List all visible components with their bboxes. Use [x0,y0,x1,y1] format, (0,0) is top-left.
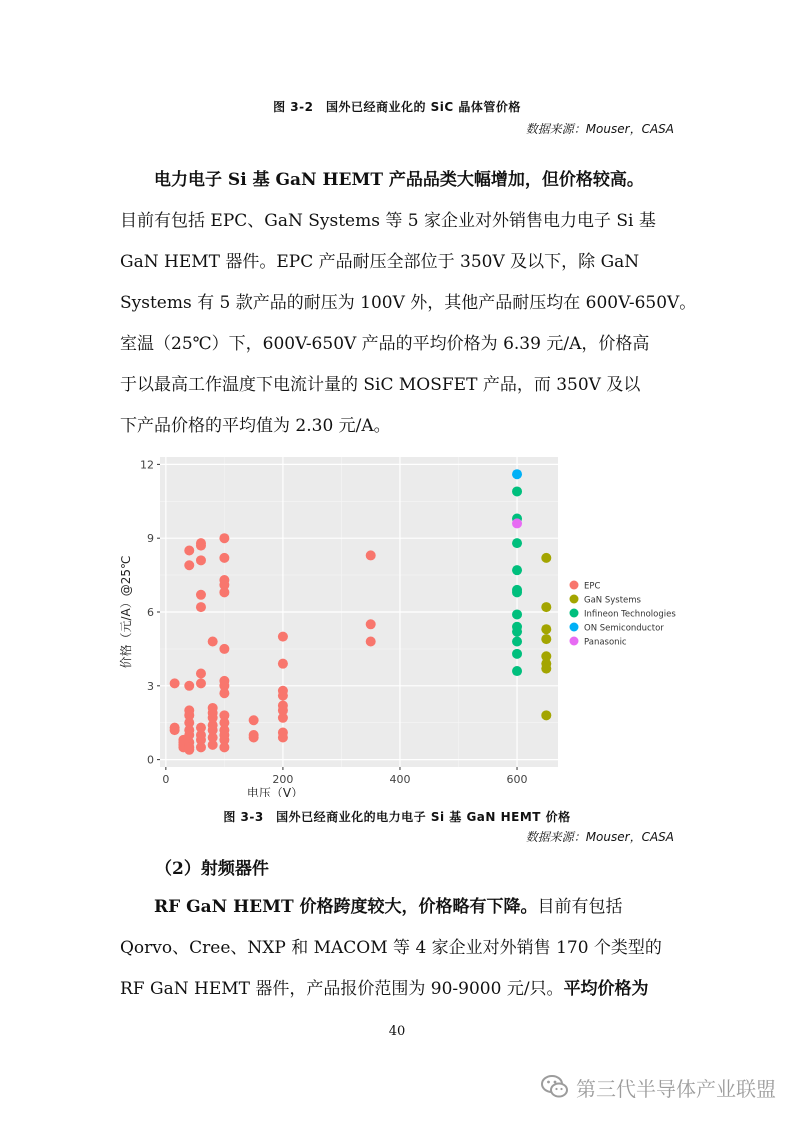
data-point-infineon-technologies [512,627,522,637]
data-point-infineon-technologies [512,649,522,659]
paragraph-line: 下产品价格的平均值为 2.30 元/A。 [120,416,391,436]
data-point-epc [278,632,288,642]
legend-key-panasonic [570,637,579,646]
gan-hemt-price-scatter-chart [118,452,678,797]
data-point-gan-systems [541,664,551,674]
data-point-epc [249,715,259,725]
legend-label-on-semiconductor: ON Semiconductor [584,623,664,634]
figure-3-3-caption: 图 3-3 国外已经商业化的电力电子 Si 基 GaN HEMT 价格 [223,810,571,824]
paragraph-line: GaN HEMT 器件。EPC 产品耐压全部位于 350V 及以下，除 GaN [120,252,640,272]
x-axis-label: 电压（V） [246,786,304,797]
x-tick-label: 0 [162,773,170,786]
data-point-epc [366,619,376,629]
data-point-gan-systems [541,710,551,720]
data-point-epc [278,691,288,701]
data-point-epc [170,678,180,688]
data-point-epc [184,545,194,555]
data-point-epc [196,590,206,600]
data-point-epc [366,637,376,647]
paragraph-line: 室温（25℃）下，600V-650V 产品的平均价格为 6.39 元/A，价格高 [120,334,650,354]
data-point-infineon-technologies [512,538,522,548]
data-point-epc [196,678,206,688]
figure-3-2-source: 数据来源：Mouser，CASA [525,122,674,136]
data-point-infineon-technologies [512,609,522,619]
data-point-epc [196,669,206,679]
data-point-infineon-technologies [512,587,522,597]
y-tick-label: 12 [140,458,154,472]
data-point-epc [184,560,194,570]
section-power-electronics [120,160,697,447]
data-point-gan-systems [541,553,551,563]
data-point-epc [249,732,259,742]
section-rf [120,887,676,1010]
data-point-infineon-technologies [512,486,522,496]
wechat-watermark [540,1072,776,1102]
page-number: 40 [388,1024,406,1039]
legend-label-panasonic: Panasonic [584,637,627,648]
legend-label-epc: EPC [584,581,601,592]
data-point-infineon-technologies [512,637,522,647]
paragraph-line: Systems 有 5 款产品的耐压为 100V 外，其他产品耐压均在 600V-650V。 [120,293,697,313]
data-point-epc [278,713,288,723]
wechat-icon [540,1072,570,1102]
data-point-epc [278,659,288,669]
data-point-gan-systems [541,624,551,634]
data-point-epc [184,681,194,691]
data-point-panasonic [512,518,522,528]
legend-label-gan-systems: GaN Systems [584,595,641,606]
legend-label-infineon-technologies: Infineon Technologies [584,609,676,620]
x-tick-label: 600 [506,773,528,786]
data-point-epc [219,587,229,597]
data-point-epc [366,550,376,560]
data-point-epc [196,742,206,752]
paragraph-line: Qorvo、Cree、NXP 和 MACOM 等 4 家企业对外销售 170 个类型的 [120,938,662,958]
paragraph-line: 目前有包括 EPC、GaN Systems 等 5 家企业对外销售电力电子 Si 基 [120,211,656,231]
data-point-epc [208,740,218,750]
data-point-epc [278,732,288,742]
data-point-epc [170,725,180,735]
y-tick-label: 6 [147,606,154,619]
data-point-epc [196,602,206,612]
x-tick-label: 400 [389,773,411,786]
data-point-epc [219,553,229,563]
figure-3-2-caption: 图 3-2 国外已经商业化的 SiC 晶体管价格 [273,100,521,114]
data-point-infineon-technologies [512,565,522,575]
data-point-epc [196,555,206,565]
data-point-epc [219,688,229,698]
y-tick-label: 3 [147,679,154,693]
data-point-epc [196,541,206,551]
data-point-epc [184,745,194,755]
paragraph-line: 于以最高工作温度下电流计量的 SiC MOSFET 产品，而 350V 及以 [120,375,641,395]
data-point-epc [208,637,218,647]
section-rf-heading: （2）射频器件 [155,859,269,879]
figure-3-3-source: 数据来源：Mouser，CASA [525,830,674,844]
paragraph-line: RF GaN HEMT 器件，产品报价范围为 90-9000 元/只。平均价格为 [120,979,649,999]
paragraph-line: RF GaN HEMT 价格跨度较大，价格略有下降。目前有包括 [154,897,623,917]
paragraph-lead: 电力电子 Si 基 GaN HEMT 产品品类大幅增加，但价格较高。 [154,170,644,190]
data-point-epc [219,742,229,752]
legend-key-gan-systems [570,595,579,604]
data-point-on-semiconductor [512,469,522,479]
watermark-text: 第三代半导体产业联盟 [576,1076,776,1101]
y-tick-label: 0 [147,753,154,767]
data-point-epc [219,644,229,654]
legend-key-epc [570,581,579,590]
legend-key-infineon-technologies [570,609,579,618]
data-point-gan-systems [541,602,551,612]
y-axis-label: 价格（元/A）@25℃ [119,555,133,669]
data-point-epc [219,533,229,543]
data-point-infineon-technologies [512,666,522,676]
y-tick-label: 9 [147,532,154,546]
x-tick-label: 200 [272,773,294,786]
legend-key-on-semiconductor [570,623,579,632]
data-point-gan-systems [541,634,551,644]
